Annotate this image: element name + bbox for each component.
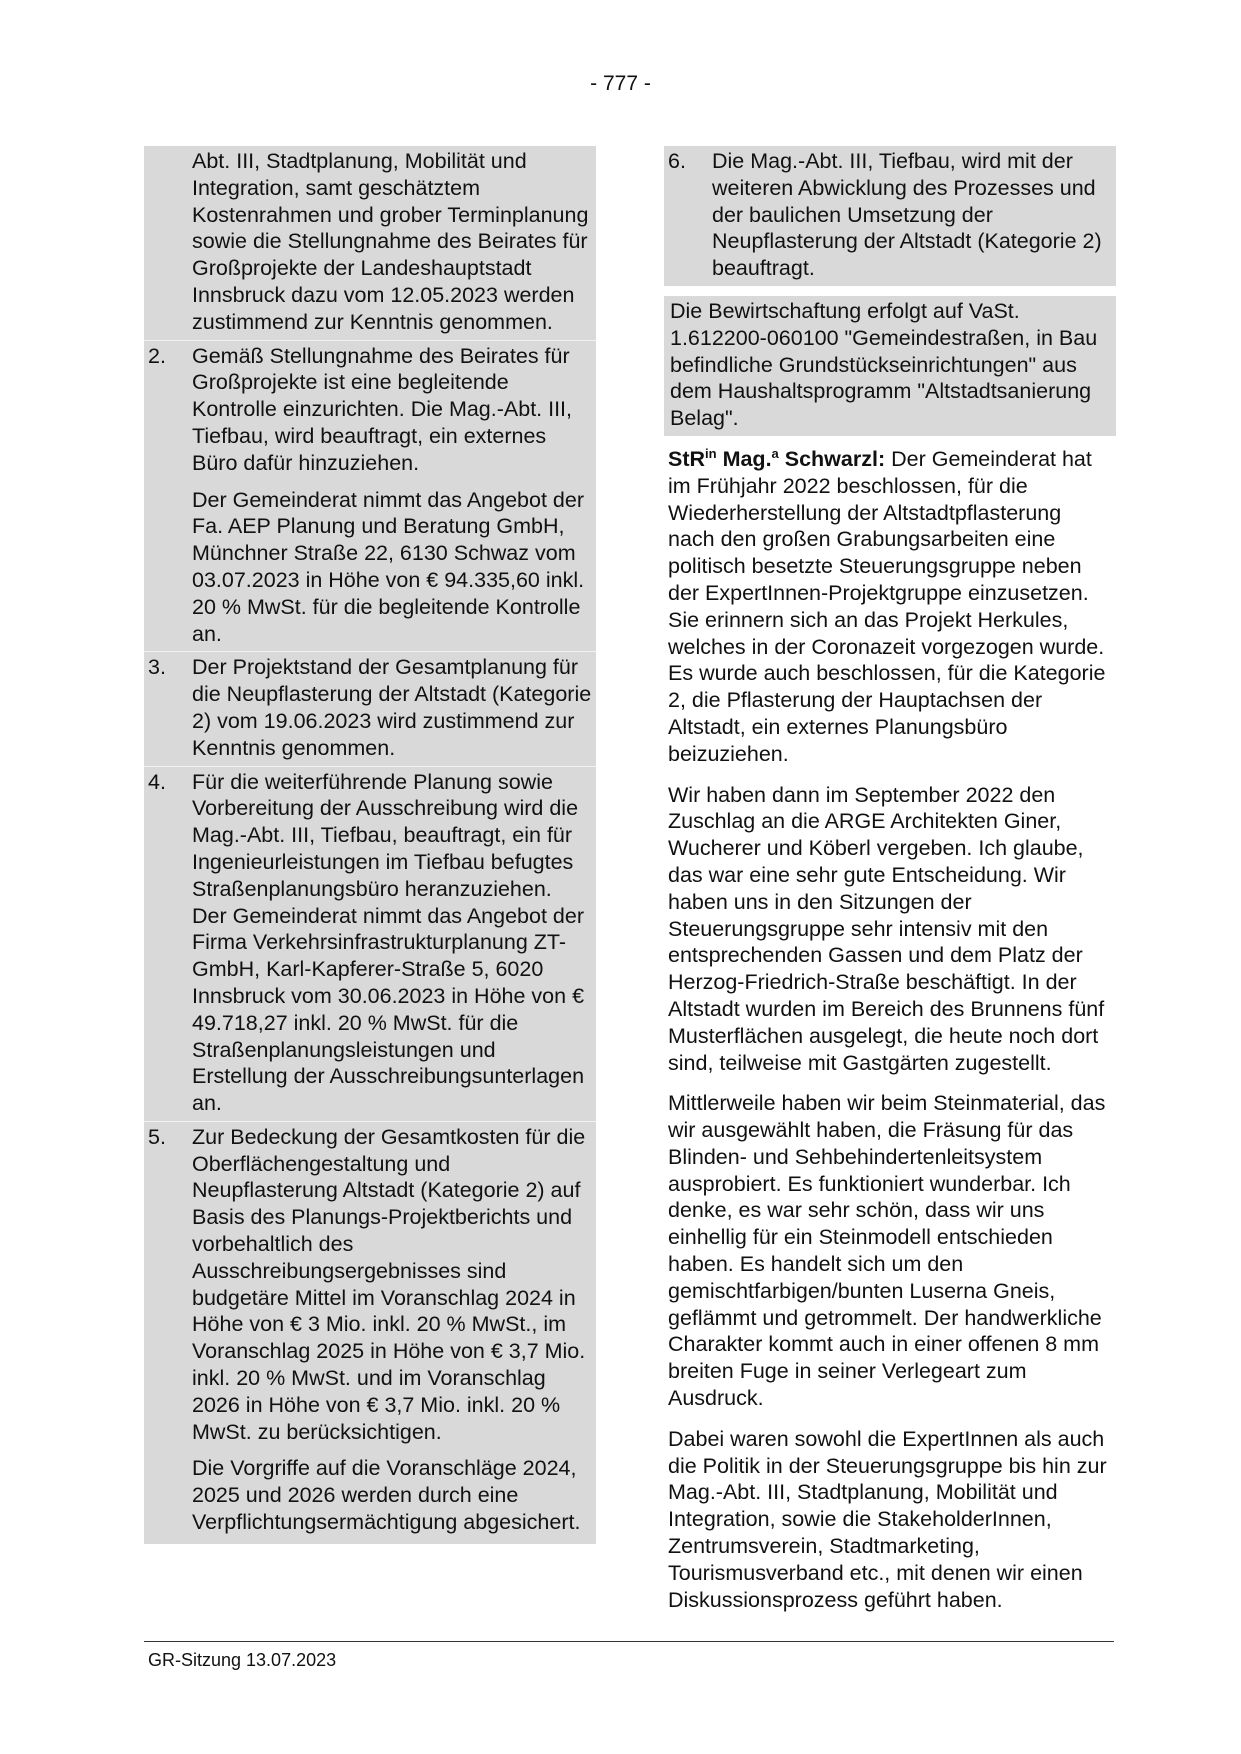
item-number: 5. (148, 1124, 166, 1149)
item-1-continuation: Abt. III, Stadtplanung, Mobilität und Integration, samt geschätztem Kostenrahmen und grober Terminplanung sowie die Stellungnahme des Beirates für Großprojekte der Landeshauptstadt Innsbruck dazu vom 12.05.2023 werden zustimmend zur Kenntnis genommen. (192, 149, 589, 334)
item-number: 2. (148, 343, 166, 368)
left-column (144, 146, 596, 1544)
resolution-block-left (144, 146, 596, 1544)
item-text: Für die weiterführende Planung sowie Vorbereitung der Ausschreibung wird die Mag.-Abt. III, Tiefbau, beauftragt, ein für Ingenieurleistungen im Tiefbau befugtes Straßenplanungsbüro heranzuziehen. Der Gemeinderat nimmt das Angebot der Firma Verkehrsinfrastrukturplanung ZT-GmbH, Karl-Kapferer-Straße 5, 6020 Innsbruck vom 30.06.2023 in Höhe von € 49.718,27 inkl. 20 % MwSt. für die Straßenplanungsleistungen und Erstellung der Ausschreibungsunterlagen an. (192, 769, 585, 1116)
resolution-item-5 (144, 1121, 596, 1450)
item-number: 3. (148, 655, 166, 680)
resolution-item-6 (664, 146, 1116, 286)
item-2-subparagraph: Der Gemeinderat nimmt das Angebot der Fa. AEP Planung und Beratung GmbH, Münchner Straße 22, 6130 Schwaz vom 03.07.2023 in Höhe von € 94.335,60 inkl. 20 % MwSt. für die begleitende Kontrolle an. (192, 487, 585, 646)
speech-opening (664, 446, 1116, 768)
item-number: 6. (668, 149, 686, 173)
right-column (664, 146, 1116, 1627)
resolution-block-right (664, 146, 1116, 286)
speech-paragraph: Dabei waren sowohl die ExpertInnen als auch die Politik in der Steuerungsgruppe bis hin zur Mag.-Abt. III, Stadtplanung, Mobilität und Integration, sowie die StakeholderInnen, Zentrumsverein, Stadtmarketing, Tourismusverband etc., mit denen wir einen Diskussionsprozess geführt haben. (668, 1426, 1107, 1612)
item-text: Die Mag.-Abt. III, Tiefbau, wird mit der weiteren Abwicklung des Prozesses und der baulichen Umsetzung der Neupflasterung der Altstadt (Kategorie 2) beauftragt. (712, 149, 1102, 281)
resolution-item-3 (144, 651, 596, 765)
footer-session-date: GR-Sitzung 13.07.2023 (148, 1650, 337, 1670)
speaker-label: StR$^{in}$ Mag.$^a$ Schwarzl: (668, 445, 886, 471)
speech-paragraph: Mittlerweile haben wir beim Steinmaterial, das wir ausgewählt haben, die Fräsung für das Blinden- und Sehbehindertenleitsystem ausprobiert. Es funktioniert wunderbar. Ich denke, es war sehr schön, dass wir uns einhellig für ein Steinmodell entschieden haben. Es handelt sich um den gemischtfarbigen/bunten Luserna Gneis, geflämmt und getrommelt. Der handwerkliche Charakter kommt auch in einer offenen 8 mm breiten Fuge in seiner Verlegeart zum Ausdruck. (668, 1091, 1106, 1411)
budget-allocation-note: Die Bewirtschaftung erfolgt auf VaSt. 1.612200-060100 "Gemeindestraßen, in Bau befindliche Grundstückseinrichtungen" aus dem Haushaltsprogramm "Altstadtsanierung Belag". (664, 296, 1116, 436)
footer-divider (144, 1641, 1114, 1642)
item-text: Gemäß Stellungnahme des Beirates für Großprojekte ist eine begleitende Kontrolle einzurichten. Die Mag.-Abt. III, Tiefbau, wird beauftragt, ein externes Büro dafür hinzuziehen. (192, 343, 573, 475)
item-text: Zur Bedeckung der Gesamtkosten für die Oberflächengestaltung und Neupflasterung Altstadt (Kategorie 2) auf Basis des Planungs-Projektberichts und vorbehaltlich des Ausschreibungsergebnisses sind budgetäre Mittel im Voranschlag 2024 in Höhe von € 3 Mio. inkl. 20 % MwSt., im Voranschlag 2025 in Höhe von € 3,7 Mio. inkl. 20 % MwSt. und im Voranschlag 2026 in Höhe von € 3,7 Mio. inkl. 20 % MwSt. zu berücksichtigen. (192, 1124, 586, 1444)
page-number: - 777 - (590, 72, 651, 95)
speech-text: Der Gemeinderat hat im Frühjahr 2022 beschlossen, für die Wiederherstellung der Altstadtpflasterung nach den großen Grabungsarbeiten eine politisch besetzte Steuerungsgruppe neben der ExpertInnen-Projektgruppe einzusetzen. Sie erinnern sich an das Projekt Herkules, welches in der Coronazeit vorgezogen wurde. Es wurde auch beschlossen, für die Kategorie 2, die Pflasterung der Hauptachsen der Altstadt, ein externes Planungsbüro beizuziehen. (668, 446, 1106, 766)
item-number: 4. (148, 769, 166, 794)
resolution-item-2 (144, 340, 596, 481)
resolution-item-4 (144, 766, 596, 1121)
item-text: Der Projektstand der Gesamtplanung für die Neupflasterung der Altstadt (Kategorie 2) vom 19.06.2023 wird zustimmend zur Kenntnis genommen. (192, 655, 592, 760)
item-5-subparagraph: Die Vorgriffe auf die Voranschläge 2024, 2025 und 2026 werden durch eine Verpflichtungsermächtigung abgesichert. (192, 1456, 581, 1535)
speech-paragraph: Wir haben dann im September 2022 den Zuschlag an die ARGE Architekten Giner, Wucherer und Köberl vergeben. Ich glaube, das war eine sehr gute Entscheidung. Wir haben uns in den Sitzungen der Steuerungsgruppe sehr intensiv mit den entsprechenden Gassen und dem Platz der Herzog-Friedrich-Straße beschäftigt. In der Altstadt wurden im Bereich des Brunnens fünf Musterflächen ausgelegt, die heute noch dort sind, teilweise mit Gastgärten zugestellt. (668, 782, 1105, 1075)
